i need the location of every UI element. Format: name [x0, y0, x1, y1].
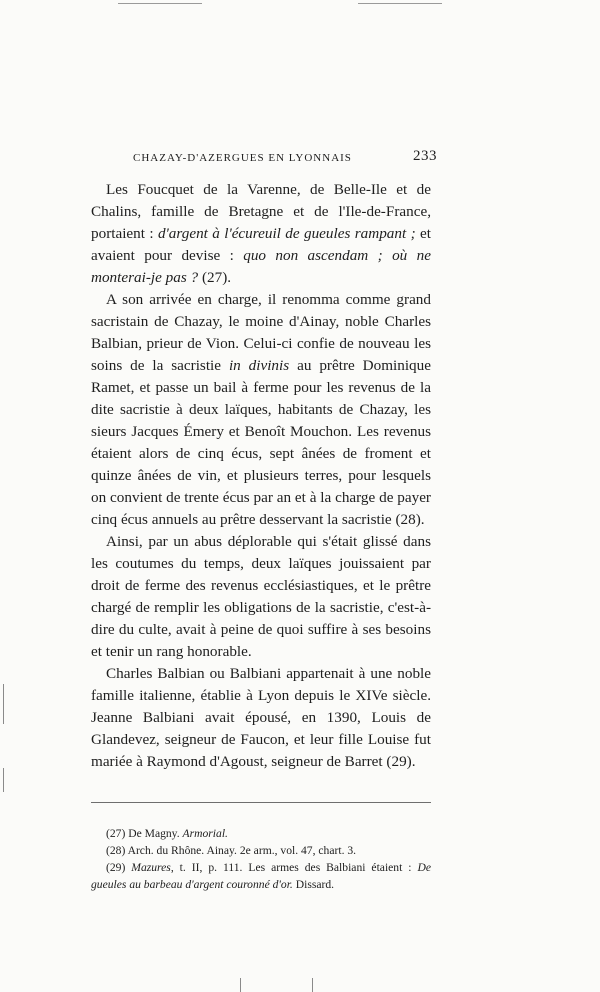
paragraph	[91, 179, 431, 289]
text-run: Charles Balbian ou Balbiani appartenait à une noble famille italienne, établie à Lyon depuis le XIVe siècle. Jeanne Balbiani avait épousé, en 1390, Louis de Glandevez, seigneur de Faucon, et leur fille Louise fut mariée à Raymond d'Agoust, seigneur de Barret (29).	[91, 665, 431, 770]
text-run: (29)	[106, 861, 132, 874]
scan-edge-tick	[240, 978, 241, 992]
text-run: (27) De Magny.	[106, 827, 183, 840]
scan-edge-tick	[312, 978, 313, 992]
paragraph	[91, 289, 431, 531]
italic-text: in divinis	[228, 357, 290, 374]
text-run: Ainsi, par un abus déplorable qui s'était glissé dans les coutumes du temps, deux laïques jouissaient par droit de ferme des revenus ecclésiastiques, et le prêtre chargé de remplir les obligations de la sacristie, c'est-à-dire du culte, avait à peine de quoi suffire à ses besoins et tenir un rang honorable.	[91, 533, 431, 660]
paragraph	[91, 663, 431, 773]
italic-text: De gueules au barbeau d'argent couronné d'or.	[91, 861, 432, 891]
footnote	[91, 859, 431, 893]
text-run: (27).	[198, 269, 232, 286]
text-run: A son arrivée en charge, il renomma comme grand sacristain de Chazay, le moine d'Ainay, noble Charles Balbian, prieur de Vion. Celui-ci confie de nouveau les soins de la sacristie	[91, 291, 431, 374]
text-run: et avaient pour devise :	[91, 225, 431, 264]
footnote	[91, 825, 431, 842]
footnote	[91, 842, 431, 859]
italic-text: d'argent à l'écureuil de gueules rampant ;	[157, 225, 416, 242]
italic-text: Mazures	[131, 861, 171, 874]
scan-edge-line	[118, 3, 202, 4]
text-run: (28) Arch. du Rhône. Ainay. 2e arm., vol. 47, chart. 3.	[106, 844, 357, 857]
page-header	[91, 148, 437, 170]
scan-margin-mark	[3, 768, 4, 792]
italic-text: quo non ascendam ; où ne monterai-je pas ?	[91, 247, 431, 286]
running-head: CHAZAY-D'AZERGUES EN LYONNAIS	[133, 152, 352, 164]
text-run: , t. II, p. 111. Les armes des Balbiani étaient :	[170, 861, 418, 874]
footnotes	[91, 825, 431, 893]
page-number: 233	[413, 148, 437, 164]
scan-margin-mark	[3, 684, 4, 724]
italic-text: Armorial.	[182, 827, 228, 840]
book-page	[91, 148, 437, 893]
footnote-separator	[91, 802, 431, 803]
text-run: Dissard.	[292, 878, 335, 891]
paragraph	[91, 531, 431, 663]
text-run: Les Foucquet de la Varenne, de Belle-Ile et de Chalins, famille de Bretagne et de l'Ile-de-France, portaient :	[91, 181, 431, 242]
body-text	[91, 179, 431, 773]
text-run: au prêtre Dominique Ramet, et passe un bail à ferme pour les revenus de la dite sacristie à deux laïques, habitants de Chazay, les sieurs Jacques Émery et Benoît Mouchon. Les revenus étaient alors de cinq écus, sept ânées de froment et quinze ânées de vin, et plusieurs terres, pour lesquels on convient de trente écus par an et à la charge de payer cinq écus annuels au prêtre desservant la sacristie (28).	[91, 357, 431, 528]
scan-edge-line	[358, 3, 442, 4]
